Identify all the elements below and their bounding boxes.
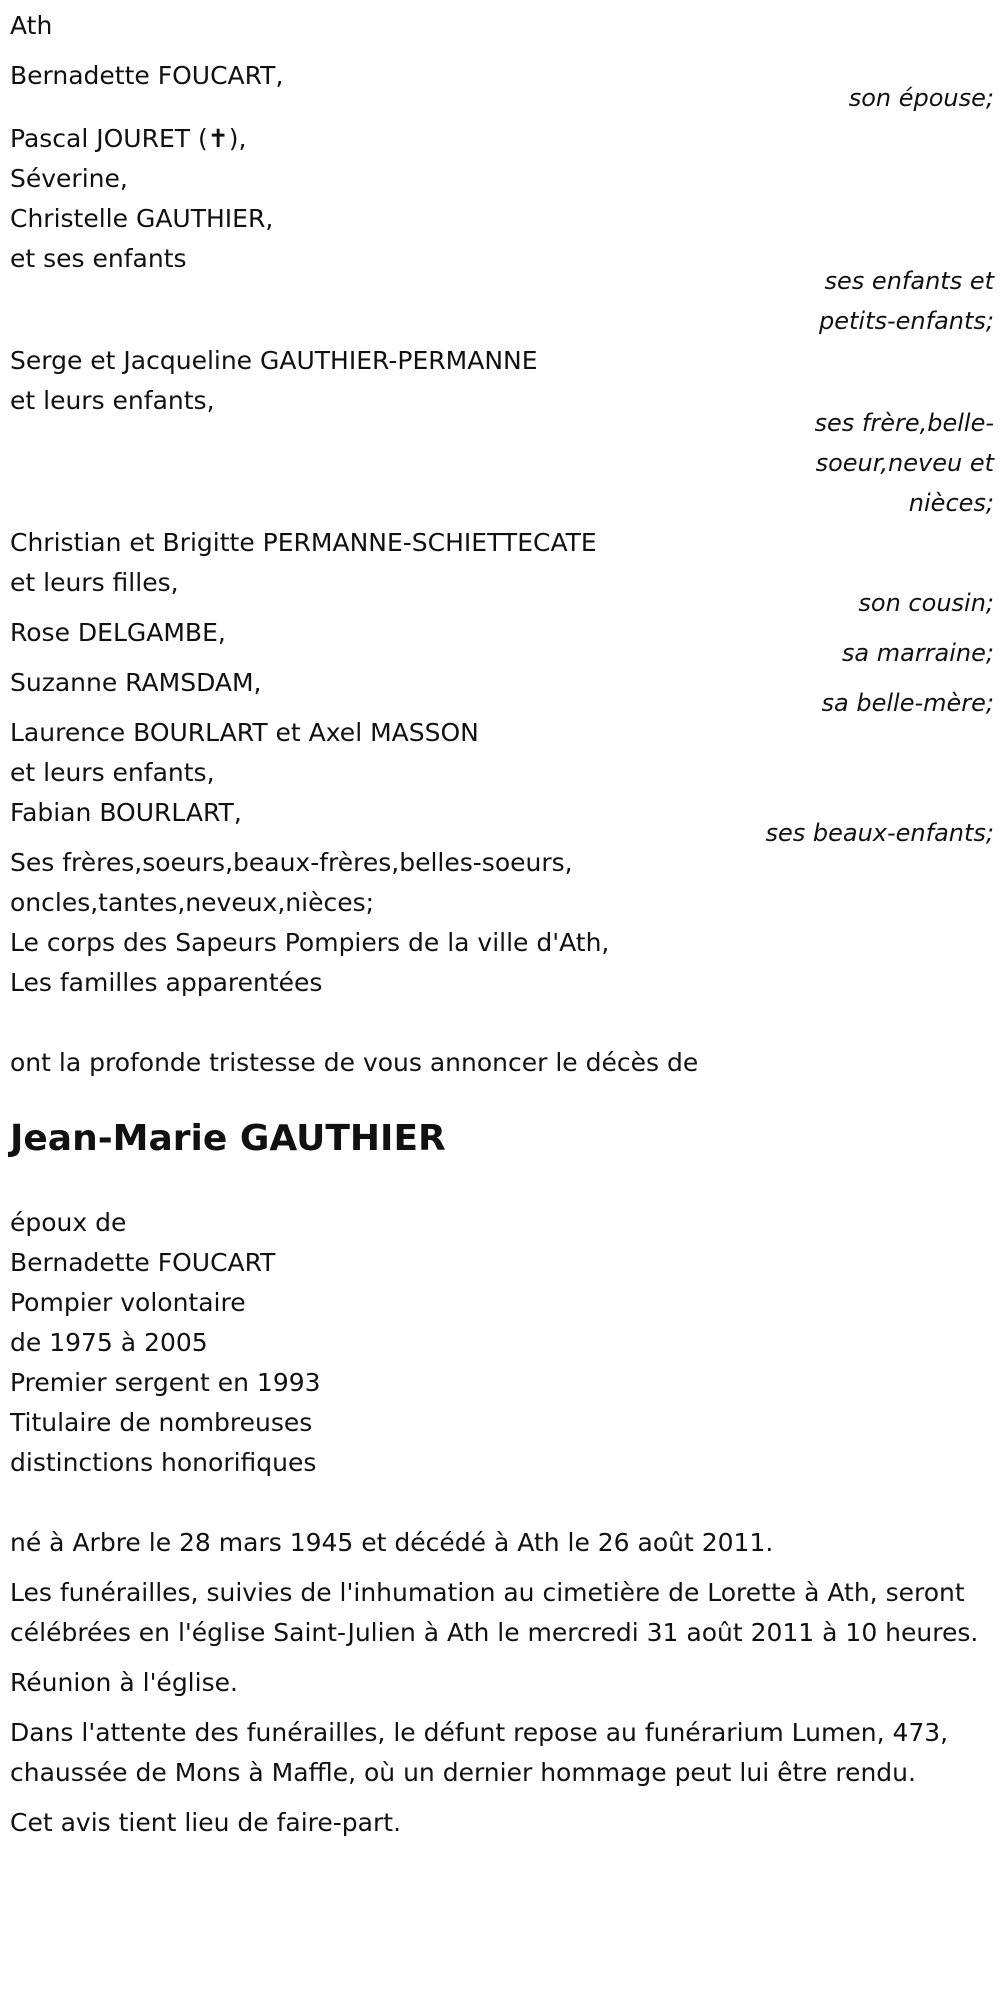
family-name-line: Christelle GAUTHIER, [10, 204, 274, 233]
other-relatives-line: oncles,tantes,neveux,nièces; [10, 888, 375, 917]
closing-text: Cet avis tient lieu de faire-part. [10, 1808, 402, 1837]
deceased-details [10, 1203, 994, 1483]
relation-label: ses beaux-enfants; [765, 819, 994, 847]
family-name-line: Laurence BOURLART et Axel MASSON [10, 718, 479, 747]
relation-label: ses frère,belle-soeur,neveu et nièces; [814, 409, 994, 517]
family-name-line: et leurs enfants, [10, 386, 215, 415]
family-name-line: et leurs filles, [10, 568, 179, 597]
announcement-text: ont la profonde tristesse de vous annoncer le décès de [10, 1048, 699, 1077]
family-group-mother-in-law [10, 663, 994, 717]
family-group-spouse [10, 56, 994, 112]
birth-death-text: né à Arbre le 28 mars 1945 et décédé à Ath le 26 août 2011. [10, 1528, 774, 1557]
family-name-line: et ses enfants [10, 244, 187, 273]
meeting-text: Réunion à l'église. [10, 1668, 238, 1697]
other-relatives-line: Le corps des Sapeurs Pompiers de la ville d'Ath, [10, 928, 610, 957]
detail-line: de 1975 à 2005 [10, 1328, 208, 1357]
family-name-line: Bernadette FOUCART, [10, 61, 284, 90]
family-name-line: Suzanne RAMSDAM, [10, 668, 262, 697]
other-relatives-line: Ses frères,soeurs,beaux-frères,belles-soeurs, [10, 848, 573, 877]
family-group-siblings [10, 341, 994, 517]
detail-line: Titulaire de nombreuses [10, 1408, 313, 1437]
relation-label: sa marraine; [841, 639, 994, 667]
relation-label: son épouse; [848, 84, 994, 112]
family-group-step-children [10, 713, 994, 847]
death-notice [10, 6, 994, 1843]
relation-label: son cousin; [858, 589, 994, 617]
detail-line: distinctions honorifiques [10, 1448, 317, 1477]
other-relatives-line: Les familles apparentées [10, 968, 323, 997]
family-name-line: Fabian BOURLART, [10, 798, 242, 827]
detail-line: Premier sergent en 1993 [10, 1368, 321, 1397]
family-name-line: Christian et Brigitte PERMANNE-SCHIETTECATE [10, 528, 597, 557]
funeral-text: Les funérailles, suivies de l'inhumation au cimetière de Lorette à Ath, seront célébrées en l'église Saint-Julien à Ath le mercredi 31 août 2011 à 10 heures. [10, 1578, 979, 1647]
family-name-line: Pascal JOURET (✝), [10, 124, 247, 153]
city-name: Ath [10, 11, 53, 40]
other-relatives [10, 843, 994, 1003]
family-name-line: Serge et Jacqueline GAUTHIER-PERMANNE [10, 346, 538, 375]
family-name-line: et leurs enfants, [10, 758, 215, 787]
detail-line: Pompier volontaire [10, 1288, 246, 1317]
family-group-children [10, 119, 994, 335]
family-name-line: Rose DELGAMBE, [10, 618, 226, 647]
family-group-cousin [10, 523, 994, 617]
detail-line: époux de [10, 1208, 127, 1237]
family-name-line: Séverine, [10, 164, 128, 193]
detail-line: Bernadette FOUCART [10, 1248, 276, 1277]
relation-label: ses enfants et petits-enfants; [819, 267, 994, 335]
deceased-name: Jean-Marie GAUTHIER [10, 1118, 446, 1159]
relation-label: sa belle-mère; [821, 689, 994, 717]
family-group-godmother [10, 613, 994, 667]
viewing-text: Dans l'attente des funérailles, le défunt repose au funérarium Lumen, 473, chaussée de Mons à Maffle, où un dernier hommage peut lui être rendu. [10, 1718, 949, 1787]
